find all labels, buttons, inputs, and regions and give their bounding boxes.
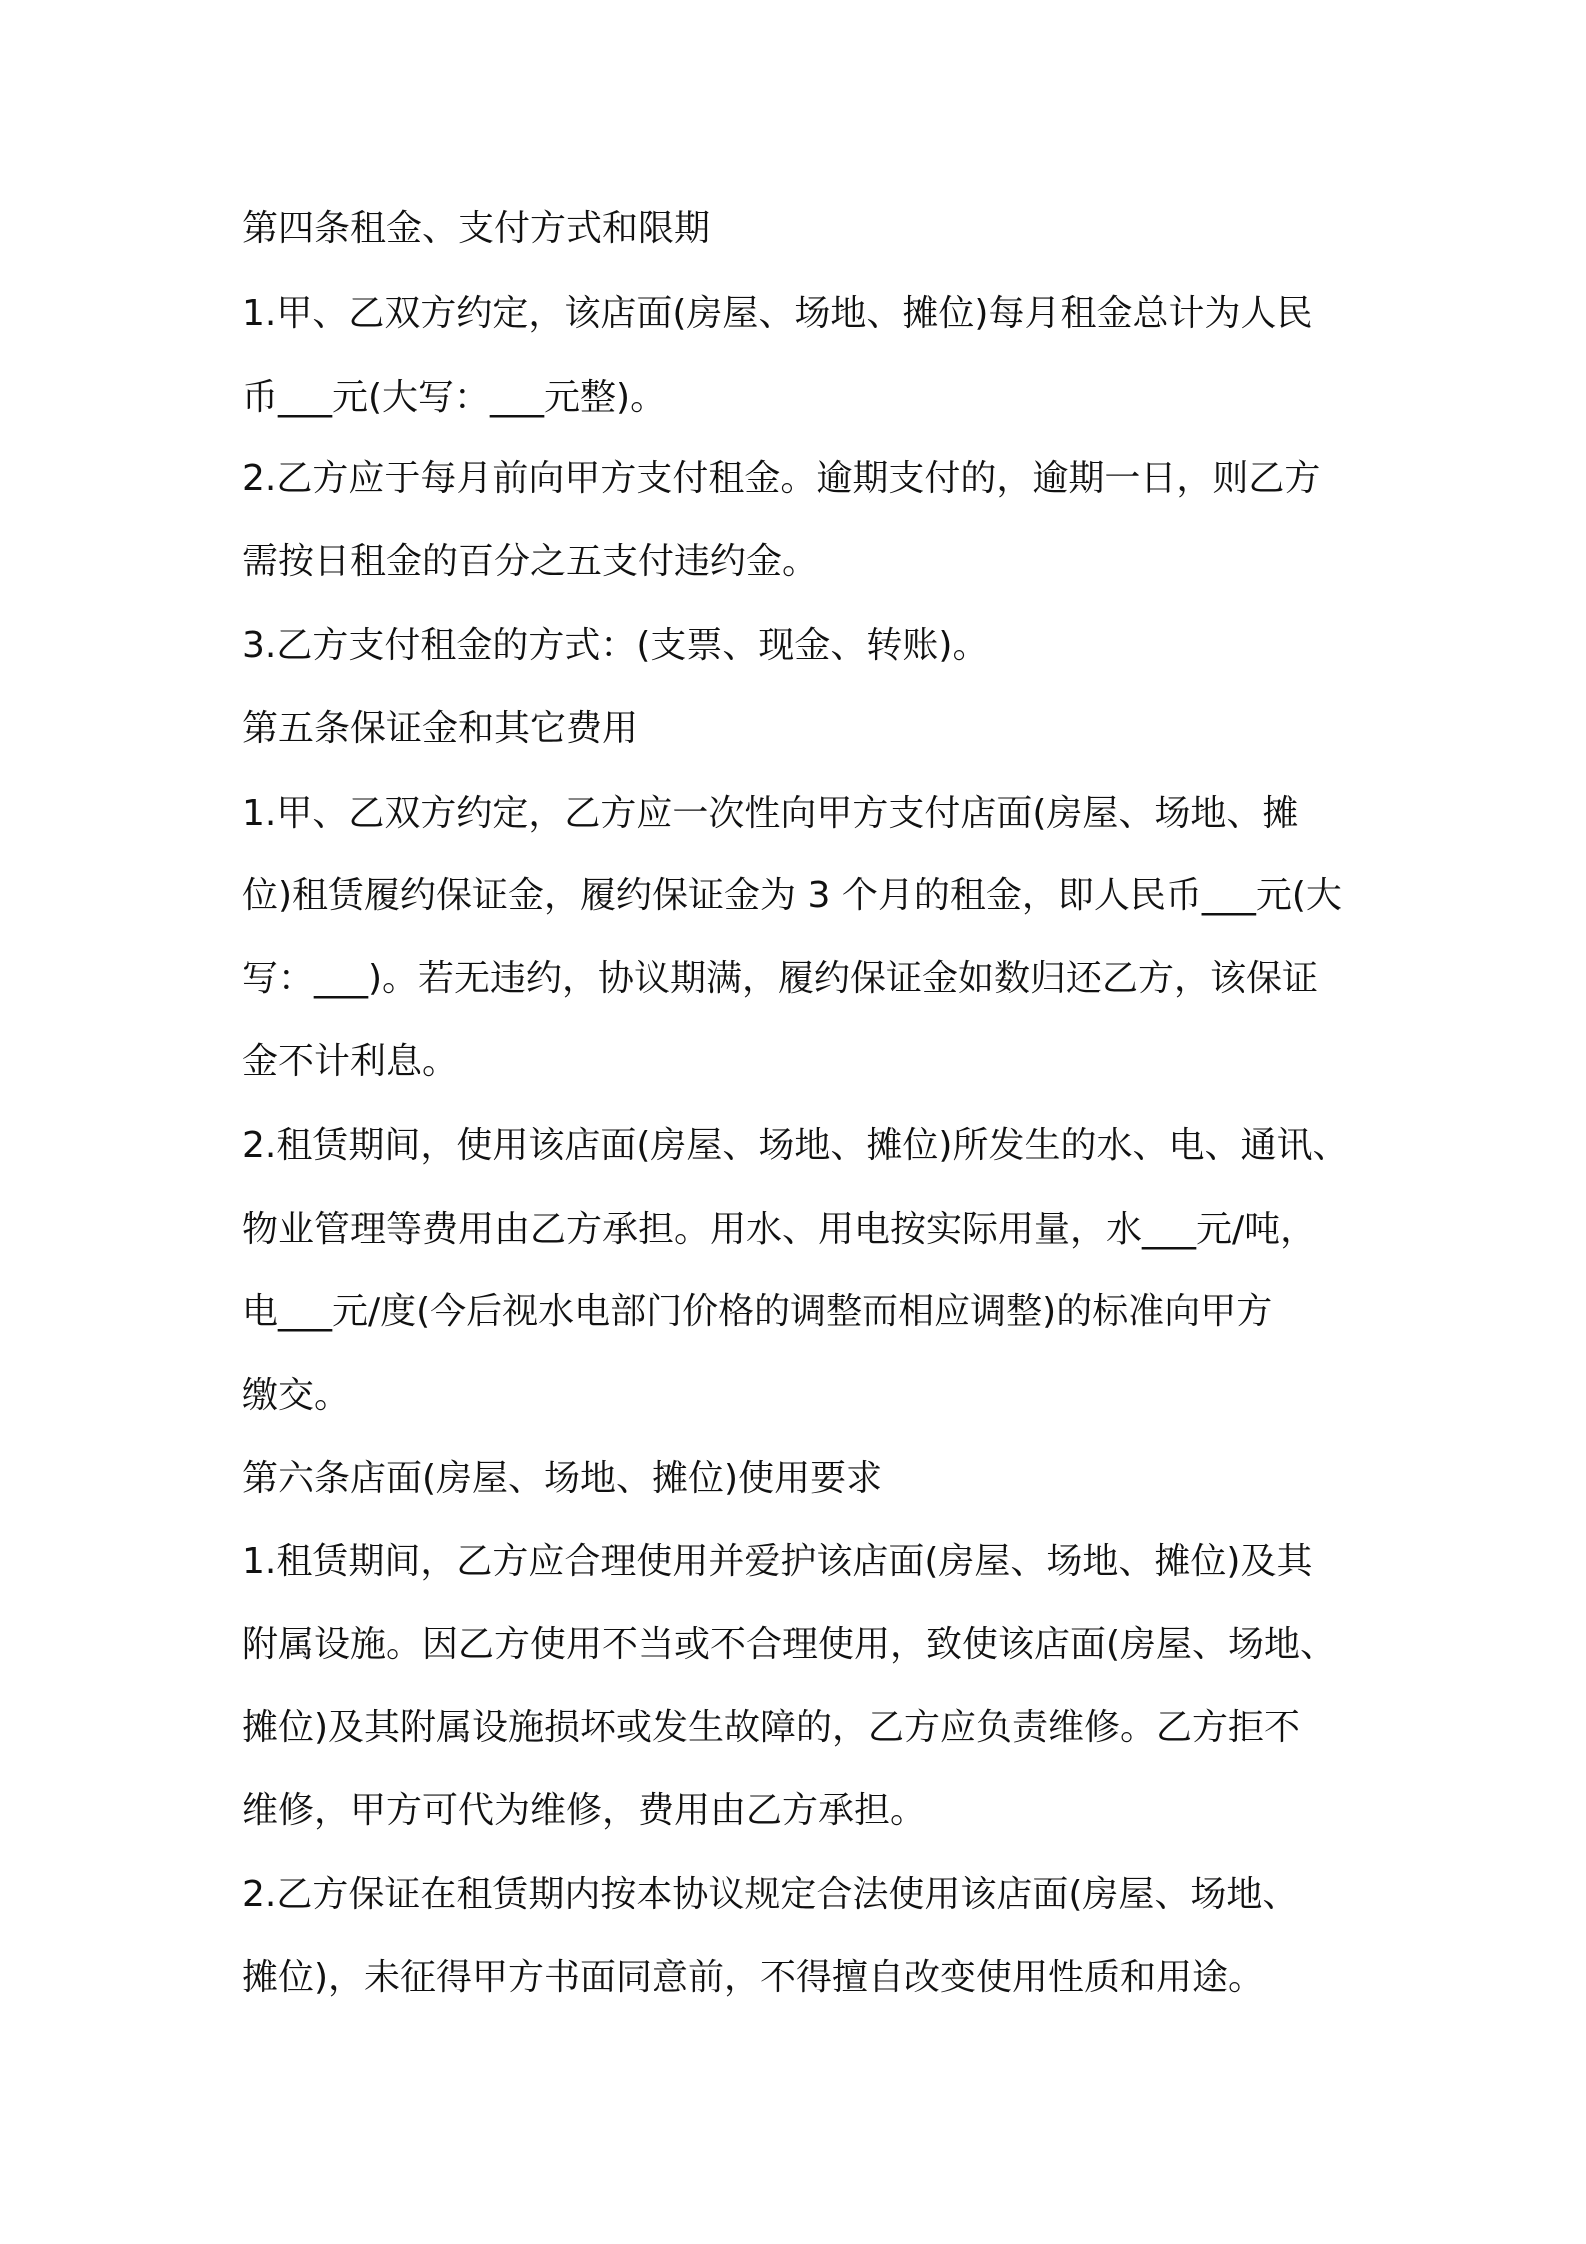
article-5-heading: 第五条保证金和其它费用 [242, 708, 639, 749]
article-4-clause-2: 2.乙方应于每月前向甲方支付租金。逾期支付的，逾期一日，则乙方 [242, 458, 1321, 499]
article-4-clause-2-cont: 需按日租金的百分之五支付违约金。 [242, 541, 819, 582]
article-6-clause-1: 1.租赁期间，乙方应合理使用并爱护该店面(房屋、场地、摊位)及其 [242, 1541, 1313, 1582]
article-6-clause-1-cont: 维修，甲方可代为维修，费用由乙方承担。 [242, 1790, 927, 1831]
article-4-clause-1-cont: 币___元(大写：___元整)。 [242, 377, 667, 418]
article-5-clause-2: 2.租赁期间，使用该店面(房屋、场地、摊位)所发生的水、电、通讯、 [242, 1125, 1349, 1166]
article-5-clause-2-cont: 缴交。 [242, 1375, 351, 1416]
article-6-clause-1-cont: 摊位)及其附属设施损坏或发生故障的，乙方应负责维修。乙方拒不 [242, 1707, 1301, 1748]
article-4-heading: 第四条租金、支付方式和限期 [242, 208, 711, 249]
article-4-clause-1: 1.甲、乙双方约定，该店面(房屋、场地、摊位)每月租金总计为人民 [242, 293, 1313, 334]
article-5-clause-2-cont: 物业管理等费用由乙方承担。用水、用电按实际用量，水___元/吨， [242, 1209, 1317, 1250]
article-6-clause-1-cont: 附属设施。因乙方使用不当或不合理使用，致使该店面(房屋、场地、 [242, 1624, 1337, 1665]
article-5-clause-1-cont: 位)租赁履约保证金，履约保证金为 3 个月的租金，即人民币___元(大 [242, 875, 1342, 916]
article-4-clause-3: 3.乙方支付租金的方式：(支票、现金、转账)。 [242, 625, 989, 666]
article-6-heading: 第六条店面(房屋、场地、摊位)使用要求 [242, 1458, 883, 1499]
article-5-clause-1-cont: 写：___)。若无违约，协议期满，履约保证金如数归还乙方，该保证 [242, 958, 1319, 999]
article-5-clause-1-cont: 金不计利息。 [242, 1041, 459, 1082]
article-5-clause-2-cont: 电___元/度(今后视水电部门价格的调整而相应调整)的标准向甲方 [242, 1291, 1273, 1332]
article-5-clause-1: 1.甲、乙双方约定，乙方应一次性向甲方支付店面(房屋、场地、摊 [242, 793, 1299, 834]
article-6-clause-2: 2.乙方保证在租赁期内按本协议规定合法使用该店面(房屋、场地、 [242, 1874, 1299, 1915]
article-6-clause-2-cont: 摊位)，未征得甲方书面同意前，不得擅自改变使用性质和用途。 [242, 1957, 1265, 1998]
